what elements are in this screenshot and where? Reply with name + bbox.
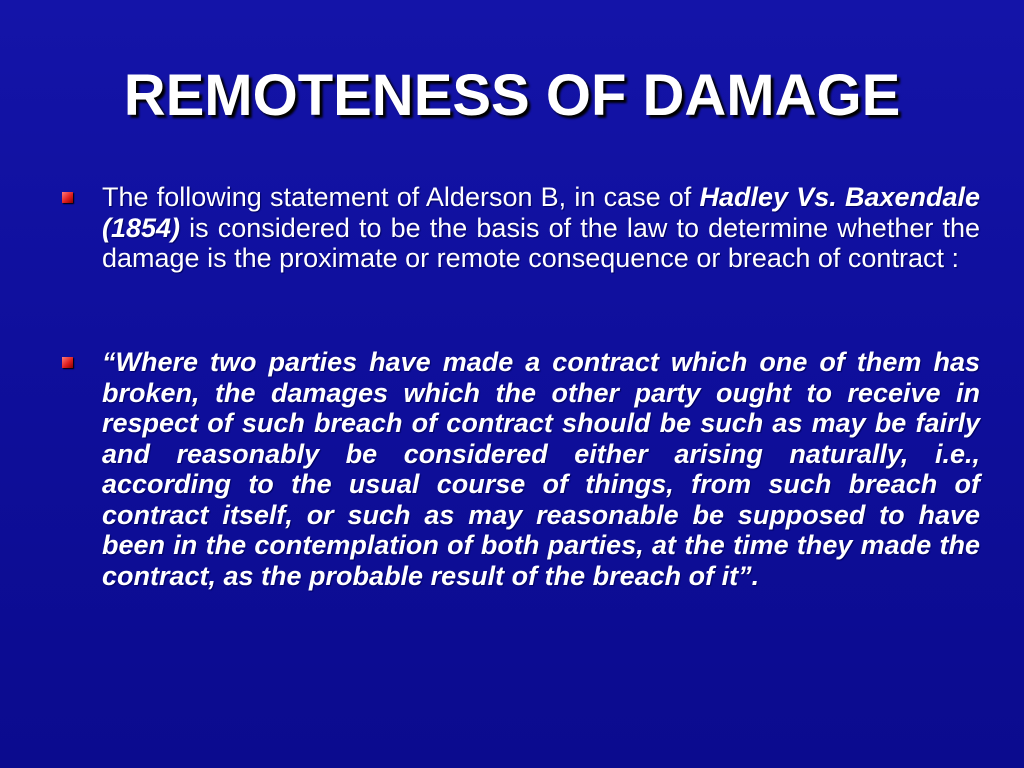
bullet-text-quote: “Where two parties have made a contract which one of them has broken, the damages which the other party ought to receive in respect of such breach of contract should be such as may be fairly and reasonably be considered either arising naturally, i.e., according to the usual course of things, from such breach of contract itself, or such as may reasonable be supposed to have been in the contemplation of both parties, at the time they made the contract, as the probable result of the breach of it”. bbox=[102, 347, 980, 591]
statement-lead-text: The following statement of Alderson B, in case of bbox=[102, 182, 700, 212]
case-name: Hadley Vs. Baxendale (1854) bbox=[102, 182, 981, 243]
statement-trail-text: is considered to be the basis of the law to determine whether the damage is the proximate or remote consequence or breach of contract : bbox=[102, 212, 980, 273]
bullet-square-icon bbox=[62, 357, 73, 368]
bullet-item-quote bbox=[62, 347, 980, 591]
bullet-square-icon bbox=[62, 192, 73, 203]
bullet-text-statement bbox=[102, 182, 980, 274]
slide-title: REMOTENESS OF DAMAGE bbox=[123, 63, 901, 128]
bullet-item-statement bbox=[62, 182, 980, 274]
